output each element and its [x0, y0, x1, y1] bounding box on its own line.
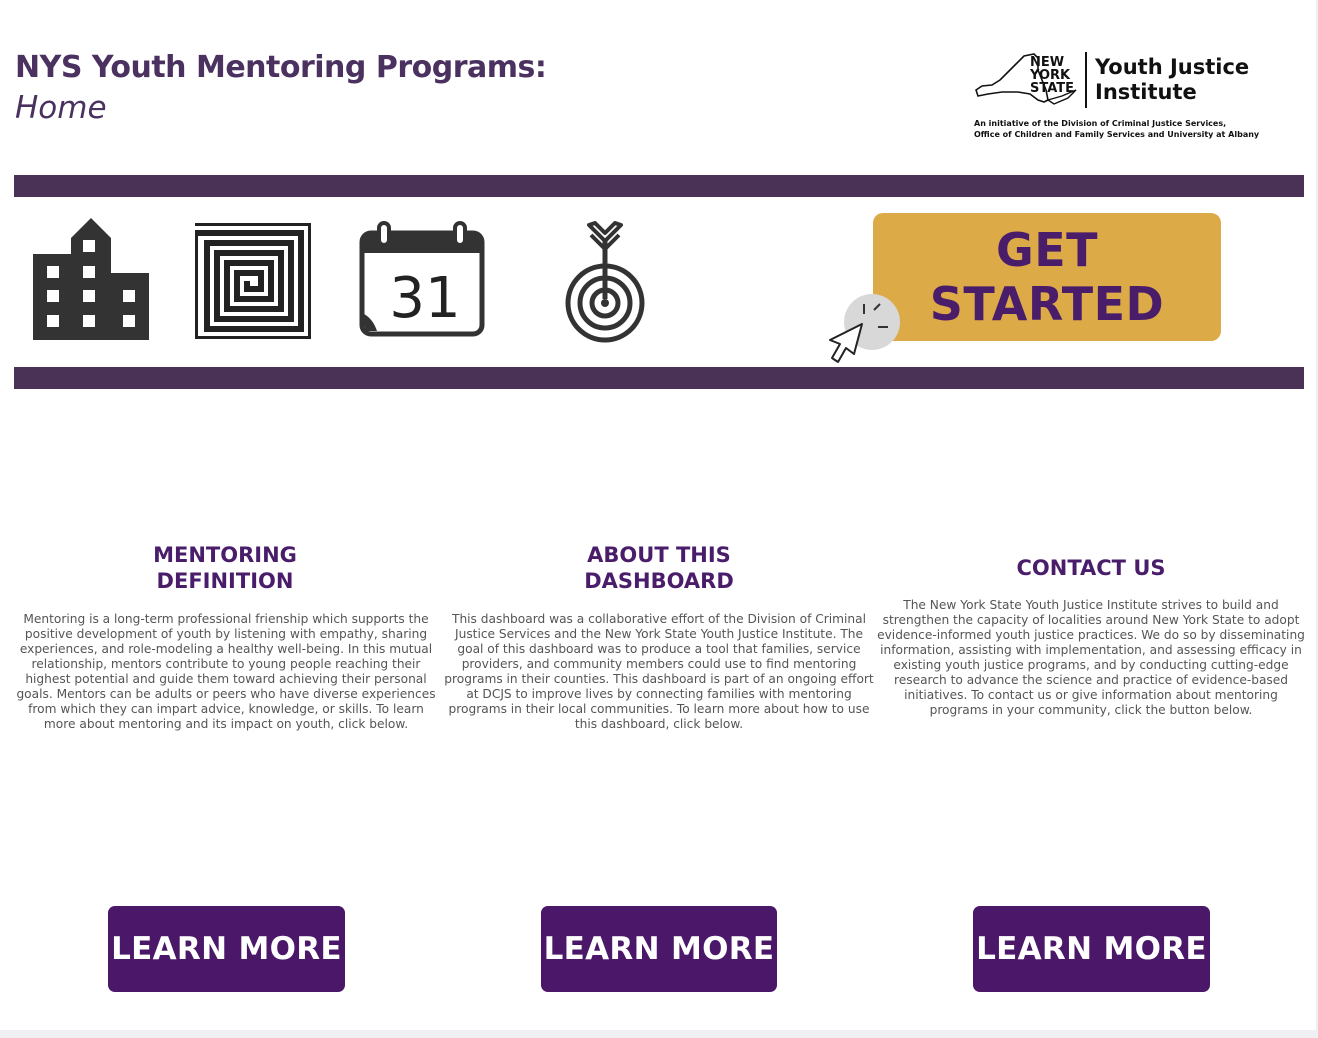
logo-divider — [1085, 52, 1087, 108]
contact-us-heading: CONTACT US — [1016, 556, 1166, 580]
logo-tagline-line: Office of Children and Family Services and University at Albany — [974, 130, 1260, 139]
logo-state-line: YORK — [1030, 68, 1071, 83]
building-icon — [33, 218, 150, 340]
page-title: NYS Youth Mentoring Programs: — [15, 50, 547, 85]
logo-institute-line: Institute — [1095, 80, 1197, 104]
contact-us-text: The New York State Youth Justice Institute strives to build and strengthen the capacity of localities around New York State to adopt evidence-informed youth justice practices. We do so by disseminating information, assisting with implementation, and assessing efficacy in existing youth justice programs, and by conducting cutting-edge research to advance the science and practice of evidence-based initiatives. To contact us or give information about mentoring programs in your community, click the button below. — [877, 598, 1305, 717]
about-dashboard-heading — [554, 542, 764, 594]
logo-tagline — [974, 118, 1264, 140]
heading-line: DASHBOARD — [584, 569, 734, 593]
nys-yji-logo — [972, 46, 1260, 146]
mentoring-definition-text: Mentoring is a long-term professional frienship which supports the positive development of youth by listening with empathy, sharing experiences, and role-modeling a healthy well-being. In this mutual relationship, mentors contribute to young people reaching their highest potential and guide them toward achieving their personal goals. Mentors can be adults or peers who have diverse experiences from which they can impart advice, knowledge, or skills. To learn more about mentoring and its impact on youth, click below. — [16, 612, 436, 731]
logo-tagline-line: An initiative of the Division of Criminal Justice Services, — [974, 119, 1227, 128]
cursor-click-icon — [822, 290, 906, 370]
page-subtitle: Home — [15, 90, 107, 126]
logo-institute-name — [1095, 55, 1249, 105]
heading-line: MENTORING — [153, 543, 297, 567]
logo-state-line: STATE — [1030, 81, 1075, 96]
dashboard-learn-more-button[interactable]: LEARN MORE — [541, 906, 777, 992]
bottom-divider-band — [14, 367, 1304, 389]
contact-learn-more-button[interactable]: LEARN MORE — [973, 906, 1210, 992]
mentoring-learn-more-button[interactable]: LEARN MORE — [108, 906, 345, 992]
target-icon — [563, 219, 647, 344]
logo-state-text — [1030, 56, 1074, 95]
heading-line: DEFINITION — [156, 569, 294, 593]
logo-institute-line: Youth Justice — [1095, 55, 1250, 79]
maze-icon — [195, 223, 311, 339]
top-divider-band — [14, 175, 1304, 197]
calendar-icon — [359, 219, 485, 337]
get-started-button[interactable]: GET STARTED — [873, 213, 1221, 341]
about-dashboard-text: This dashboard was a collaborative effort of the Division of Criminal Justice Services and the New York State Youth Justice Institute. The goal of this dashboard was to produce a tool that families, service providers, and community members could use to find mentoring programs in their counties. This dashboard is part of an ongoing effort at DCJS to improve lives by connecting families with mentoring programs in their local communities. To learn more about how to use this dashboard, click below. — [444, 612, 874, 731]
mentoring-definition-heading — [120, 542, 330, 594]
calendar-day-number: 31 — [389, 266, 461, 331]
heading-line: ABOUT THIS — [587, 543, 731, 567]
logo-state-line: NEW — [1030, 55, 1065, 70]
